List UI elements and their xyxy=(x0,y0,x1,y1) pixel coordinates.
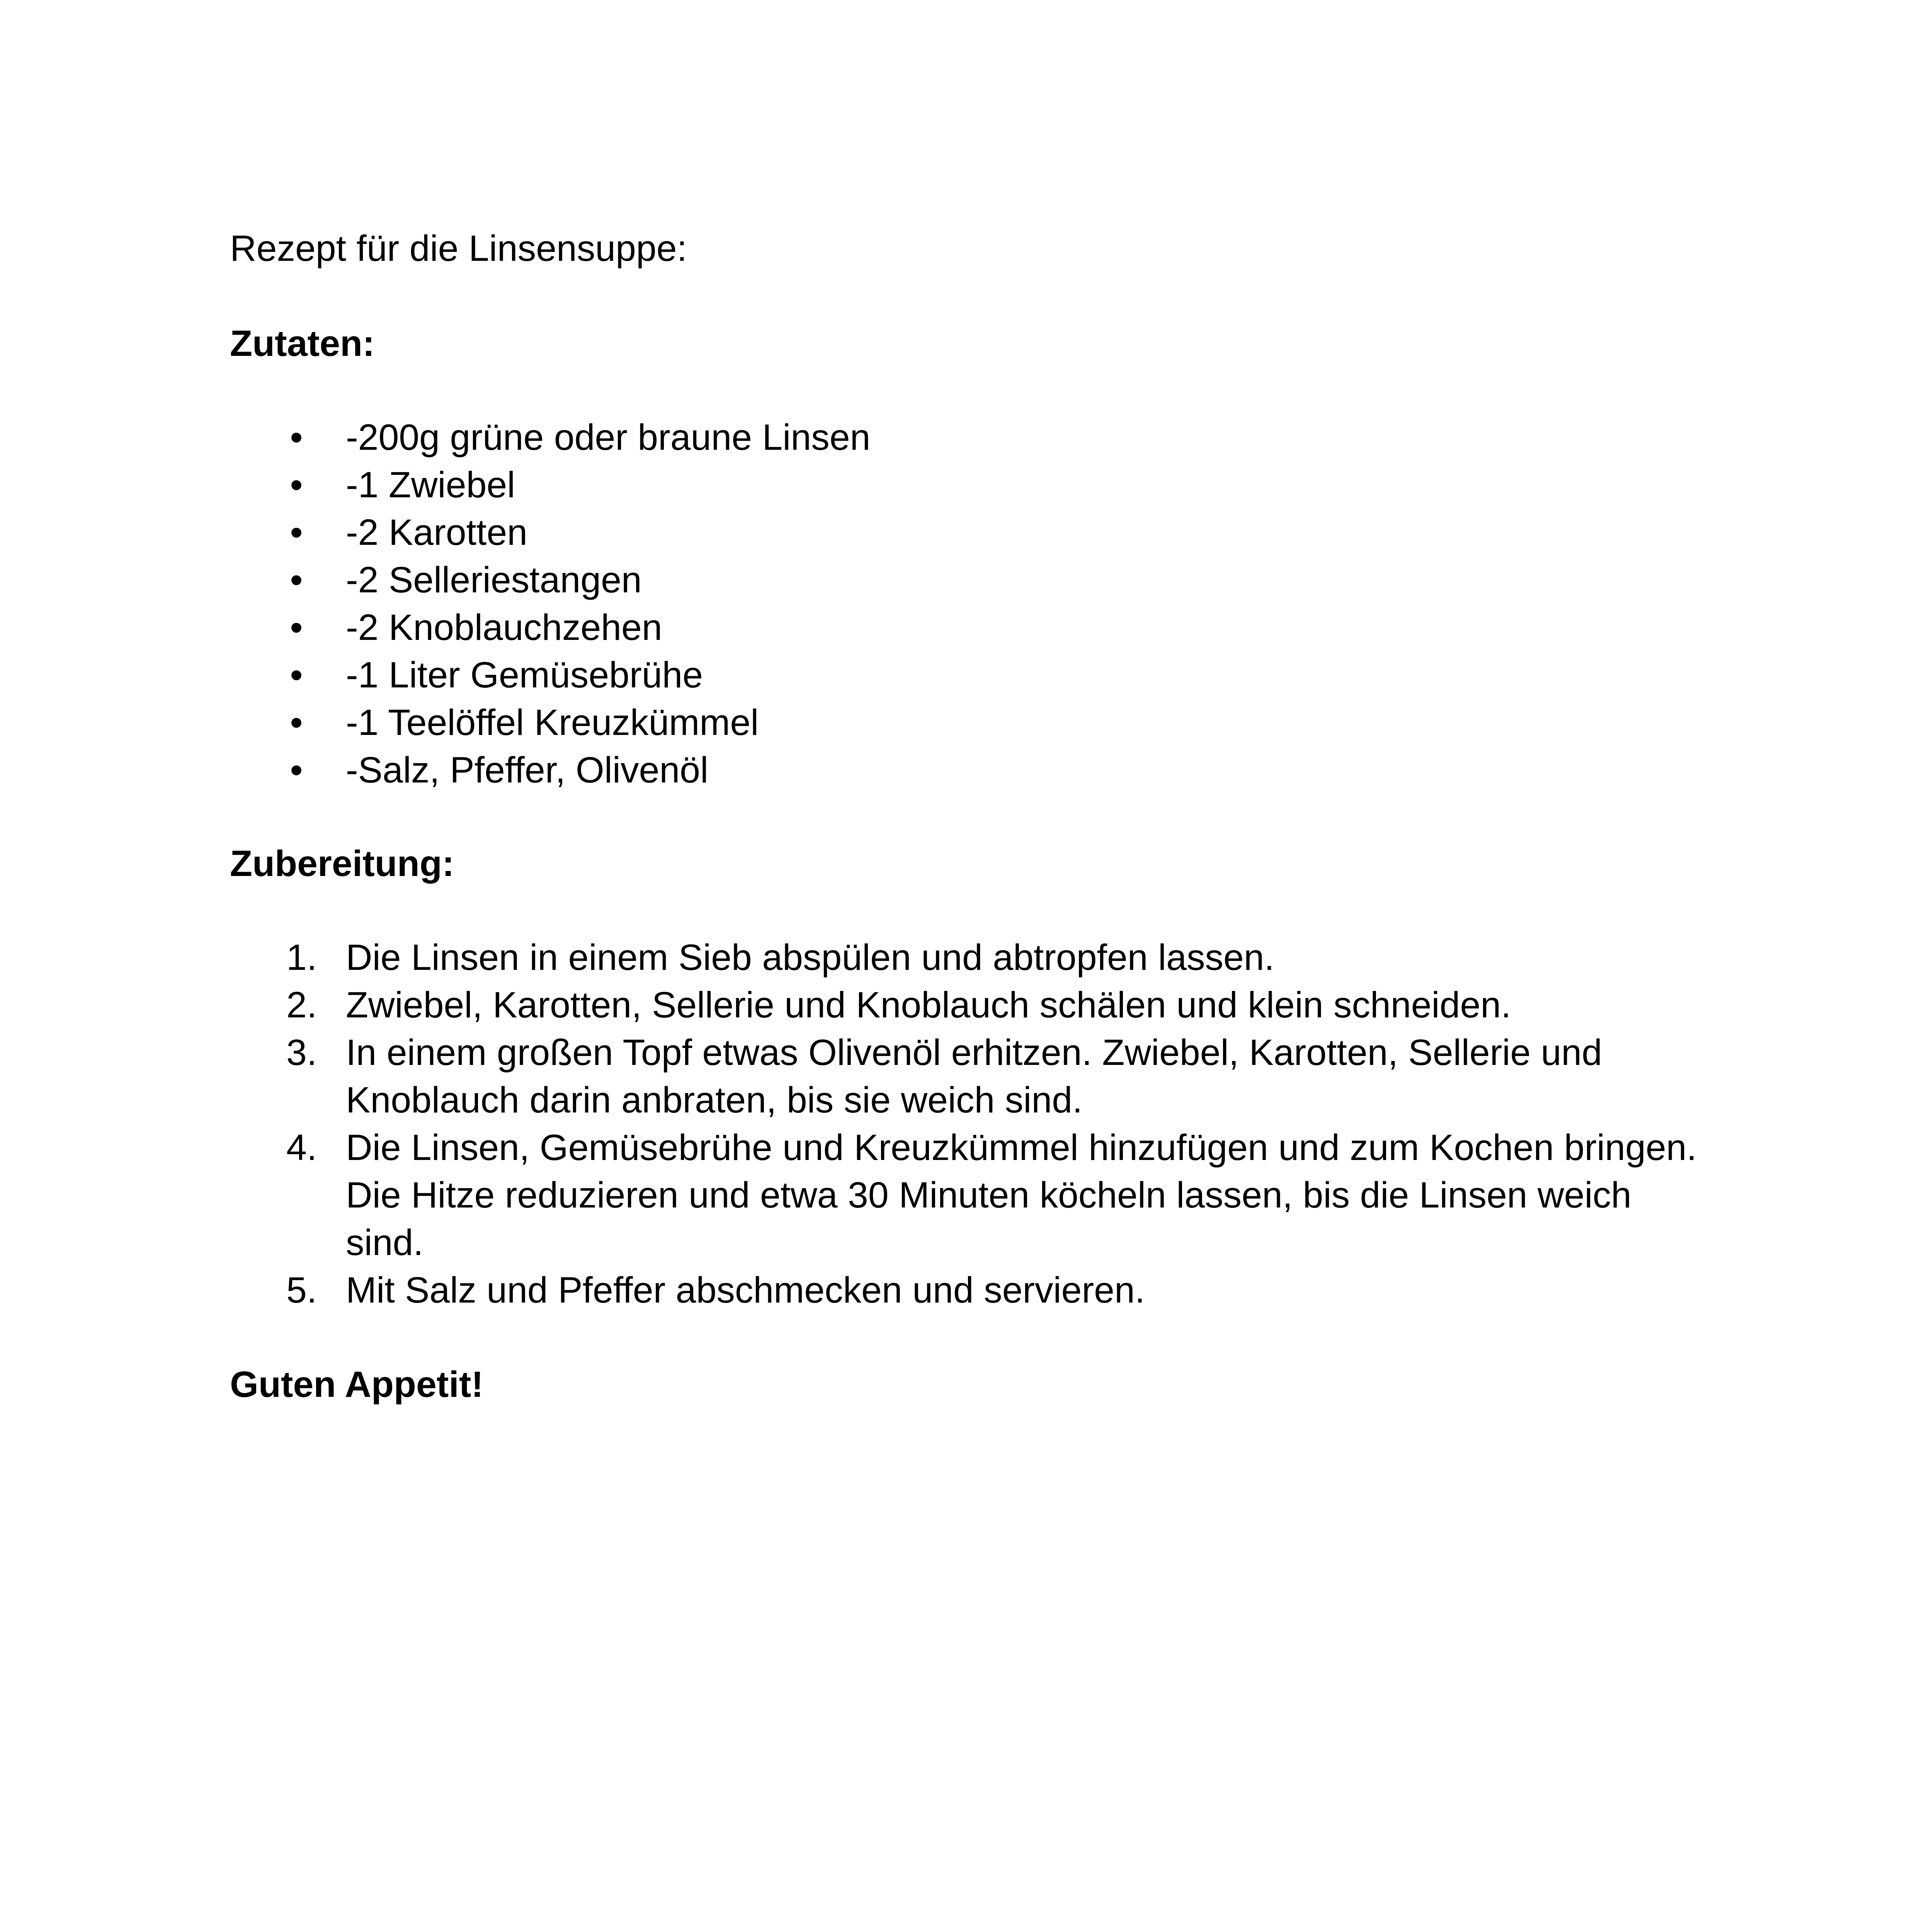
step-number: 5. xyxy=(286,1270,317,1311)
ingredient-text: -Salz, Pfeffer, Olivenöl xyxy=(346,750,709,791)
bullet-icon: • xyxy=(290,607,303,648)
step-text: Die Linsen in einem Sieb abspülen und abtropfen lassen. xyxy=(346,937,1275,978)
step-number: 2. xyxy=(286,985,317,1026)
step-text: Zwiebel, Karotten, Sellerie und Knoblauch schälen und klein schneiden. xyxy=(346,985,1511,1026)
ingredient-text: -1 Liter Gemüsebrühe xyxy=(346,655,703,696)
bullet-icon: • xyxy=(290,702,303,743)
step-text: In einem großen Topf etwas Olivenöl erhitzen. Zwiebel, Karotten, Sellerie und Knoblauch darin anbraten, bis sie weich sind. xyxy=(346,1032,1602,1121)
recipe-intro: Rezept für die Linsensuppe: xyxy=(230,228,687,269)
list-item xyxy=(230,1029,1708,1124)
step-text: Die Linsen, Gemüsebrühe und Kreuzkümmel hinzufügen und zum Kochen bringen. Die Hitze reduzieren und etwa 30 Minuten köcheln lassen, bis die Linsen weich sind. xyxy=(346,1127,1697,1263)
list-item xyxy=(230,934,1708,981)
bullet-icon: • xyxy=(290,417,303,458)
step-text: Mit Salz und Pfeffer abschmecken und servieren. xyxy=(346,1270,1145,1311)
bullet-icon: • xyxy=(290,655,303,696)
list-item xyxy=(230,1124,1708,1267)
list-item xyxy=(230,604,1708,651)
list-item xyxy=(230,651,1708,699)
list-item xyxy=(230,699,1708,747)
ingredient-text: -2 Karotten xyxy=(346,512,527,553)
ingredients-list xyxy=(230,414,1708,794)
list-item xyxy=(230,509,1708,556)
ingredient-text: -2 Selleriestangen xyxy=(346,560,642,600)
closing-text: Guten Appetit! xyxy=(230,1364,484,1405)
list-item xyxy=(230,461,1708,509)
ingredient-text: -200g grüne oder braune Linsen xyxy=(346,417,871,458)
ingredient-text: -2 Knoblauchzehen xyxy=(346,607,662,648)
bullet-icon: • xyxy=(290,560,303,600)
list-item xyxy=(230,1267,1708,1314)
bullet-icon: • xyxy=(290,464,303,505)
step-number: 1. xyxy=(286,937,317,978)
ingredient-text: -1 Teelöffel Kreuzkümmel xyxy=(346,702,759,743)
ingredients-heading: Zutaten: xyxy=(230,323,375,364)
list-item xyxy=(230,747,1708,794)
step-number: 4. xyxy=(286,1127,317,1168)
preparation-steps-list xyxy=(230,934,1708,1314)
list-item xyxy=(230,981,1708,1029)
list-item xyxy=(230,556,1708,604)
ingredient-text: -1 Zwiebel xyxy=(346,464,515,505)
bullet-icon: • xyxy=(290,750,303,791)
preparation-heading: Zubereitung: xyxy=(230,843,454,884)
bullet-icon: • xyxy=(290,512,303,553)
list-item xyxy=(230,414,1708,461)
step-number: 3. xyxy=(286,1032,317,1073)
